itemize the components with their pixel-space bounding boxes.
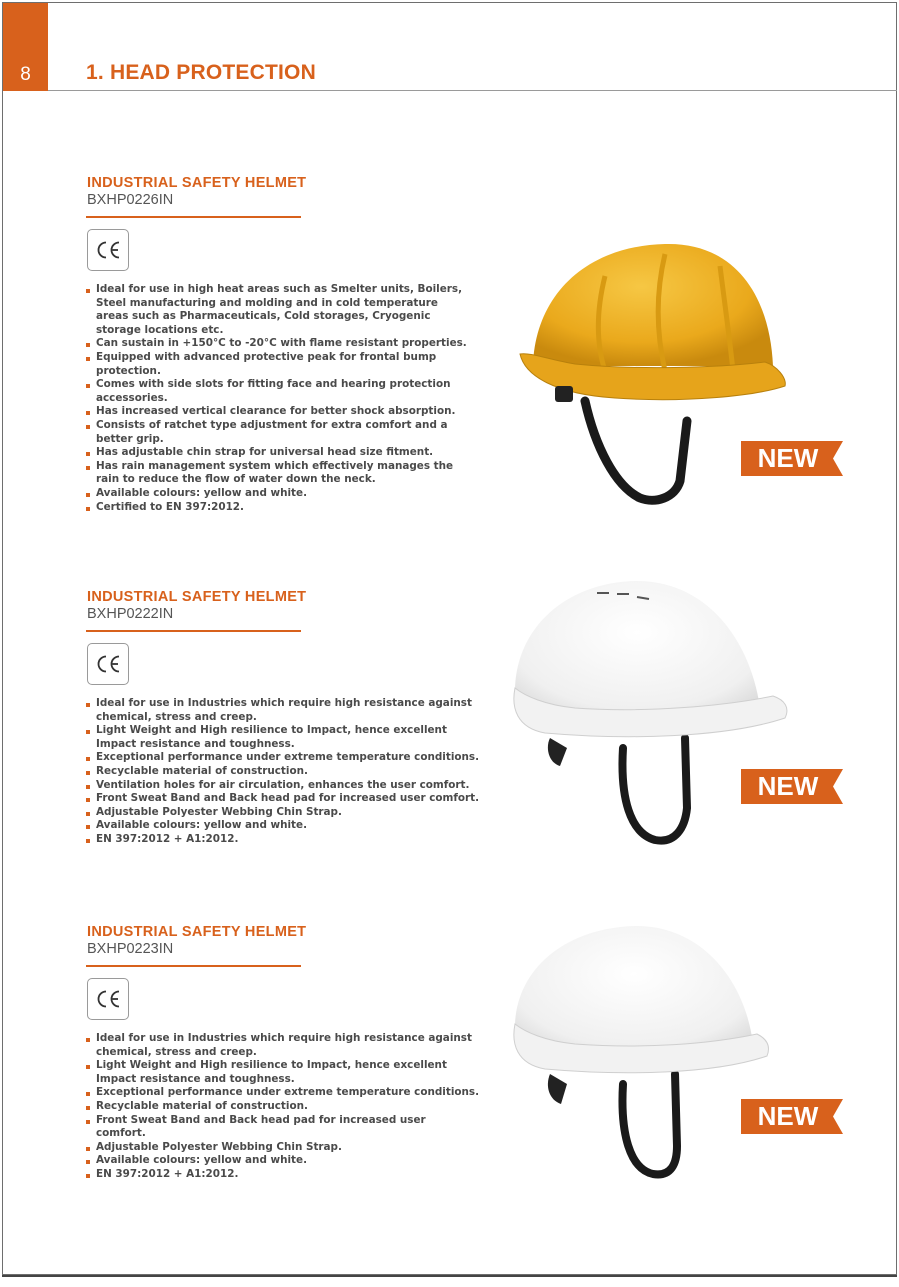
new-badge-label: NEW (757, 1101, 819, 1131)
product-title: INDUSTRIAL SAFETY HELMET (87, 589, 307, 605)
feature-item: Can sustain in +150°C to -20°C with flame resistant properties. (86, 337, 467, 351)
feature-item: Certified to EN 397:2012. (86, 501, 467, 515)
feature-item: Adjustable Polyester Webbing Chin Strap. (86, 806, 479, 820)
feature-item: Available colours: yellow and white. (86, 1154, 479, 1168)
feature-item: chemical, stress and creep. (96, 710, 257, 723)
white-helmet-image (505, 924, 785, 1188)
feature-item: storage locations etc. (96, 323, 224, 336)
feature-item: Has adjustable chin strap for universal head size fitment. (86, 446, 467, 460)
feature-item: Front Sweat Band and Back head pad for increased user (86, 1114, 479, 1128)
ce-mark-icon (87, 643, 129, 685)
new-badge-label: NEW (757, 443, 819, 473)
ce-mark-icon (87, 978, 129, 1020)
feature-item: Impact resistance and toughness. (96, 1072, 295, 1085)
feature-item: protection. (96, 364, 161, 377)
product-code: BXHP0223IN (87, 941, 174, 957)
feature-item: EN 397:2012 + A1:2012. (86, 1168, 479, 1182)
feature-item: Consists of ratchet type adjustment for extra comfort and a (86, 419, 467, 433)
ce-mark-icon (87, 229, 129, 271)
feature-item: Comes with side slots for fitting face and hearing protection (86, 378, 467, 392)
feature-item: Available colours: yellow and white. (86, 487, 467, 501)
feature-item: Has increased vertical clearance for better shock absorption. (86, 405, 467, 419)
product-title: INDUSTRIAL SAFETY HELMET (87, 175, 307, 191)
white-vented-helmet-image (505, 578, 795, 852)
feature-item: Light Weight and High resilience to Impact, hence excellent (86, 724, 479, 738)
feature-list (86, 283, 467, 514)
feature-item: rain to reduce the flow of water down the neck. (96, 473, 376, 486)
feature-item: accessories. (96, 391, 168, 404)
feature-item: Impact resistance and toughness. (96, 737, 295, 750)
feature-list (86, 697, 479, 847)
feature-item: Light Weight and High resilience to Impact, hence excellent (86, 1059, 479, 1073)
feature-item: comfort. (96, 1127, 146, 1140)
new-badge (741, 769, 843, 804)
header-divider (48, 90, 897, 91)
new-badge (741, 441, 843, 476)
title-underline (86, 965, 301, 967)
footer-divider (2, 1275, 897, 1277)
feature-item: Has rain management system which effectively manages the (86, 460, 467, 474)
feature-item: Recyclable material of construction. (86, 1100, 479, 1114)
page-number: 8 (20, 64, 31, 85)
feature-item: Front Sweat Band and Back head pad for increased user comfort. (86, 792, 479, 806)
feature-item: Steel manufacturing and molding and in cold temperature (96, 296, 438, 309)
title-underline (86, 630, 301, 632)
feature-item: areas such as Pharmaceuticals, Cold storages, Cryogenic (96, 310, 431, 323)
feature-item: Ideal for use in high heat areas such as Smelter units, Boilers, (86, 283, 467, 297)
feature-item: Available colours: yellow and white. (86, 819, 479, 833)
product-code: BXHP0222IN (87, 606, 174, 622)
title-underline (86, 216, 301, 218)
feature-item: EN 397:2012 + A1:2012. (86, 833, 479, 847)
feature-item: Equipped with advanced protective peak for frontal bump (86, 351, 467, 365)
feature-item: Ideal for use in Industries which require high resistance against (86, 697, 479, 711)
feature-item: Ideal for use in Industries which require high resistance against (86, 1032, 479, 1046)
feature-item: Ventilation holes for air circulation, enhances the user comfort. (86, 779, 479, 793)
product-code: BXHP0226IN (87, 192, 174, 208)
feature-list (86, 1032, 479, 1182)
section-title: 1. HEAD PROTECTION (86, 61, 316, 84)
feature-item: Exceptional performance under extreme temperature conditions. (86, 1086, 479, 1100)
feature-item: chemical, stress and creep. (96, 1045, 257, 1058)
feature-item: better grip. (96, 432, 164, 445)
feature-item: Exceptional performance under extreme temperature conditions. (86, 751, 479, 765)
new-badge (741, 1099, 843, 1134)
product-title: INDUSTRIAL SAFETY HELMET (87, 924, 307, 940)
feature-item: Recyclable material of construction. (86, 765, 479, 779)
feature-item: Adjustable Polyester Webbing Chin Strap. (86, 1141, 479, 1155)
new-badge-label: NEW (757, 771, 819, 801)
